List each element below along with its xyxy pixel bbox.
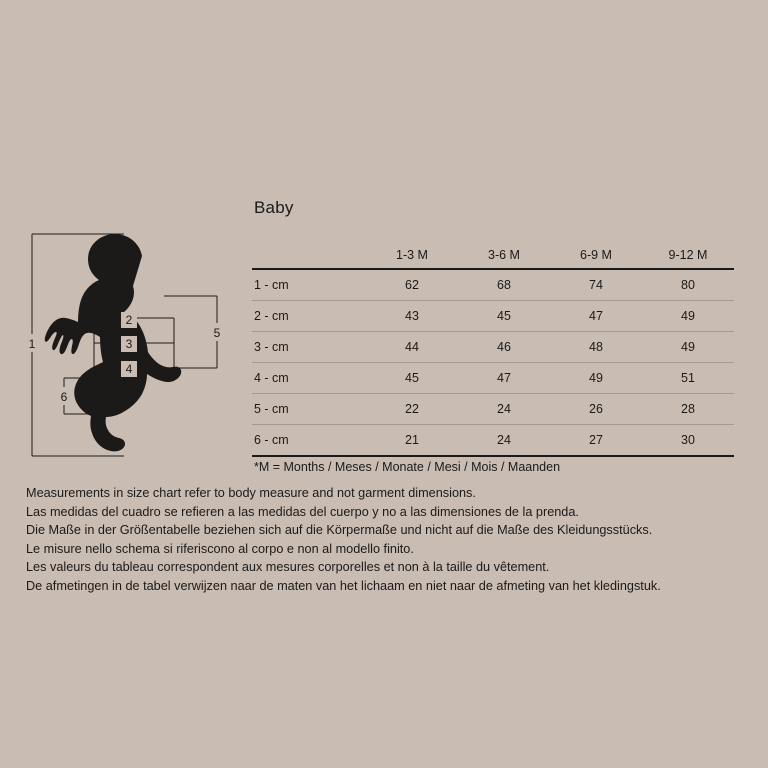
cell-r4c2: 47: [458, 363, 550, 394]
table-row: [252, 394, 734, 425]
table-header-row: [252, 232, 734, 269]
size-table-block: [252, 198, 734, 457]
months-footnote: *M = Months / Meses / Monate / Mesi / Mois / Maanden: [254, 460, 561, 474]
cell-r6c4: 30: [642, 425, 734, 457]
cell-r3c1: 44: [366, 332, 458, 363]
cell-r2c3: 47: [550, 301, 642, 332]
row-label-5: 5 - cm: [252, 394, 366, 425]
col-header-9-12m: 9-12 M: [642, 232, 734, 269]
disclaimer-line-de: Die Maße in der Größentabelle beziehen sich auf die Körpermaße und nicht auf die Maße des Kleidungsstücks.: [26, 523, 653, 538]
cell-r1c2: 68: [458, 269, 550, 301]
cell-r1c3: 74: [550, 269, 642, 301]
table-row: [252, 301, 734, 332]
cell-r1c4: 80: [642, 269, 734, 301]
cell-r3c3: 48: [550, 332, 642, 363]
measure-label-1: 1: [28, 337, 36, 351]
cell-r2c2: 45: [458, 301, 550, 332]
disclaimer-block: [26, 484, 756, 596]
row-label-2: 2 - cm: [252, 301, 366, 332]
baby-measurement-figure: [14, 228, 244, 468]
measure-label-5: 5: [213, 326, 221, 340]
measure-label-4: 4: [125, 362, 133, 376]
col-header-3-6m: 3-6 M: [458, 232, 550, 269]
size-table-body: [252, 269, 734, 456]
col-header-6-9m: 6-9 M: [550, 232, 642, 269]
row-label-4: 4 - cm: [252, 363, 366, 394]
row-label-1: 1 - cm: [252, 269, 366, 301]
cell-r2c1: 43: [366, 301, 458, 332]
size-table: [252, 232, 734, 457]
row-label-3: 3 - cm: [252, 332, 366, 363]
row-label-6: 6 - cm: [252, 425, 366, 457]
disclaimer-line-nl: De afmetingen in de tabel verwijzen naar de maten van het lichaam en niet naar de afmeting van het kledingstuk.: [26, 578, 661, 593]
cell-r3c2: 46: [458, 332, 550, 363]
cell-r3c4: 49: [642, 332, 734, 363]
measure-label-6: 6: [60, 390, 68, 404]
table-row: [252, 332, 734, 363]
page-title: Baby: [254, 198, 294, 217]
cell-r5c2: 24: [458, 394, 550, 425]
measure-label-3: 3: [125, 337, 133, 351]
cell-r6c1: 21: [366, 425, 458, 457]
disclaimer-line-es: Las medidas del cuadro se refieren a las medidas del cuerpo y no a las dimensiones de la prenda.: [26, 504, 579, 519]
cell-r5c4: 28: [642, 394, 734, 425]
cell-r6c3: 27: [550, 425, 642, 457]
cell-r5c1: 22: [366, 394, 458, 425]
cell-r4c4: 51: [642, 363, 734, 394]
disclaimer-line-fr: Les valeurs du tableau correspondent aux mesures corporelles et non à la taille du vêtement.: [26, 560, 550, 575]
table-row: [252, 363, 734, 394]
measure-label-2: 2: [125, 313, 133, 327]
cell-r4c3: 49: [550, 363, 642, 394]
table-row: [252, 425, 734, 457]
table-row: [252, 269, 734, 301]
disclaimer-line-it: Le misure nello schema si riferiscono al corpo e non al modello finito.: [26, 541, 414, 556]
size-table-head: [252, 232, 734, 269]
baby-silhouette-diagram: [14, 228, 244, 468]
col-header-1-3m: 1-3 M: [366, 232, 458, 269]
disclaimer-line-en: Measurements in size chart refer to body measure and not garment dimensions.: [26, 486, 476, 500]
cell-r4c1: 45: [366, 363, 458, 394]
col-header-measure: [252, 232, 366, 269]
cell-r2c4: 49: [642, 301, 734, 332]
cell-r1c1: 62: [366, 269, 458, 301]
cell-r6c2: 24: [458, 425, 550, 457]
cell-r5c3: 26: [550, 394, 642, 425]
